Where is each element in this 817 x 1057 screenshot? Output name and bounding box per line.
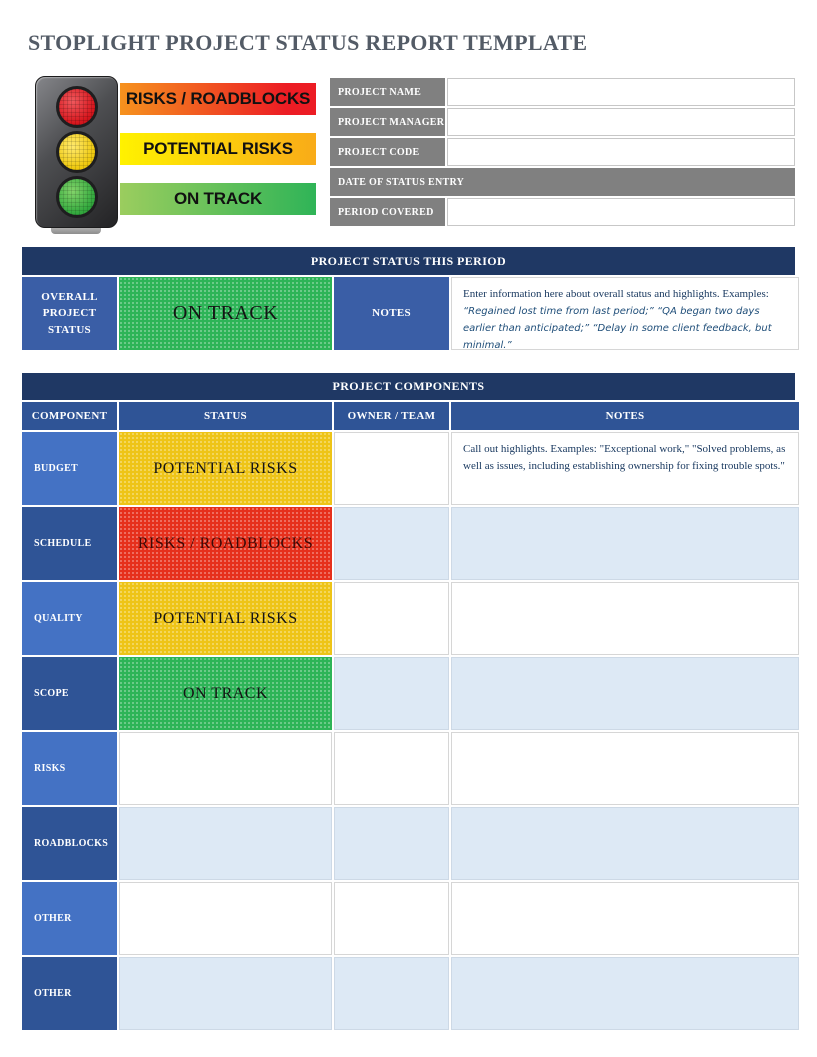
traffic-light-body	[35, 76, 118, 228]
notes-cell-risks[interactable]	[451, 732, 799, 805]
status-cell-other-2[interactable]	[119, 957, 332, 1030]
table-row-schedule	[22, 507, 795, 580]
legend-risks-label: RISKS / ROADBLOCKS	[125, 89, 311, 108]
project-code-label: PROJECT CODE	[330, 138, 445, 166]
status-cell-scope[interactable]: ON TRACK	[119, 657, 332, 730]
overall-notes-cell[interactable]	[451, 277, 799, 350]
period-covered-field[interactable]	[447, 198, 795, 226]
component-label-roadblocks: ROADBLOCKS	[22, 807, 117, 880]
component-label-other-2: OTHER	[22, 957, 117, 1030]
project-manager-field[interactable]	[447, 108, 795, 136]
component-label-scope: SCOPE	[22, 657, 117, 730]
project-code-field[interactable]	[447, 138, 795, 166]
project-name-label: PROJECT NAME	[330, 78, 445, 106]
owner-cell-schedule[interactable]	[334, 507, 449, 580]
owner-cell-quality[interactable]	[334, 582, 449, 655]
component-label-other-1: OTHER	[22, 882, 117, 955]
legend-ontrack-label: ON TRACK	[173, 189, 263, 208]
table-row-scope	[22, 657, 795, 730]
notes-cell-other-1[interactable]	[451, 882, 799, 955]
form-row	[330, 138, 795, 166]
overall-project-status-label: OVERALL PROJECT STATUS	[22, 277, 117, 350]
column-header-notes: NOTES	[451, 402, 799, 430]
notes-cell-budget[interactable]: Call out highlights. Examples: "Exceptional work," "Solved problems, as well as issues, including establishing ownership for fixing trouble spots."	[451, 432, 799, 505]
column-header-status: STATUS	[119, 402, 332, 430]
components-header-row	[22, 402, 795, 430]
owner-cell-roadblocks[interactable]	[334, 807, 449, 880]
owner-cell-risks[interactable]	[334, 732, 449, 805]
component-label-budget: BUDGET	[22, 432, 117, 505]
legend-on-track	[120, 183, 316, 215]
form-row	[330, 168, 795, 196]
status-cell-risks[interactable]	[119, 732, 332, 805]
project-components-section	[22, 373, 795, 1030]
owner-cell-other-1[interactable]	[334, 882, 449, 955]
date-of-status-entry-label[interactable]: DATE OF STATUS ENTRY	[330, 168, 795, 196]
notes-cell-schedule[interactable]	[451, 507, 799, 580]
notes-cell-scope[interactable]	[451, 657, 799, 730]
table-row-budget	[22, 432, 795, 505]
status-cell-quality[interactable]: POTENTIAL RISKS	[119, 582, 332, 655]
component-label-risks: RISKS	[22, 732, 117, 805]
column-header-owner-team: OWNER / TEAM	[334, 402, 449, 430]
overall-status-row	[22, 277, 795, 350]
green-light-icon	[56, 176, 98, 218]
project-info-form	[330, 78, 795, 228]
status-legend	[120, 83, 316, 233]
table-row-quality	[22, 582, 795, 655]
notes-cell-other-2[interactable]	[451, 957, 799, 1030]
legend-potential-label: POTENTIAL RISKS	[143, 139, 293, 158]
top-section	[22, 76, 795, 234]
period-covered-label: PERIOD COVERED	[330, 198, 445, 226]
status-section-header: PROJECT STATUS THIS PERIOD	[22, 247, 795, 275]
owner-cell-budget[interactable]	[334, 432, 449, 505]
status-cell-other-1[interactable]	[119, 882, 332, 955]
overall-notes-intro: Enter information here about overall status and highlights. Examples:	[463, 288, 769, 300]
table-row-other-1	[22, 882, 795, 955]
components-section-header: PROJECT COMPONENTS	[22, 373, 795, 400]
red-light-icon	[56, 86, 98, 128]
legend-risks-roadblocks	[120, 83, 316, 115]
overall-notes-examples: “Regained lost time from last period;” “QA began two days earlier than anticipated;” “Delay in some client feedback, but minimal.”	[463, 306, 772, 352]
overall-status-value[interactable]: ON TRACK	[119, 277, 332, 350]
traffic-light-icon	[35, 76, 118, 234]
component-label-schedule: SCHEDULE	[22, 507, 117, 580]
status-cell-roadblocks[interactable]	[119, 807, 332, 880]
component-label-quality: QUALITY	[22, 582, 117, 655]
form-row	[330, 108, 795, 136]
page-title: STOPLIGHT PROJECT STATUS REPORT TEMPLATE	[28, 30, 588, 55]
project-name-field[interactable]	[447, 78, 795, 106]
owner-cell-other-2[interactable]	[334, 957, 449, 1030]
overall-notes-label: NOTES	[334, 277, 449, 350]
project-manager-label: PROJECT MANAGER	[330, 108, 445, 136]
table-row-other-2	[22, 957, 795, 1030]
status-cell-schedule[interactable]: RISKS / ROADBLOCKS	[119, 507, 332, 580]
form-row	[330, 198, 795, 226]
yellow-light-icon	[56, 131, 98, 173]
column-header-component: COMPONENT	[22, 402, 117, 430]
legend-potential-risks	[120, 133, 316, 165]
status-cell-budget[interactable]: POTENTIAL RISKS	[119, 432, 332, 505]
table-row-roadblocks	[22, 807, 795, 880]
table-row-risks	[22, 732, 795, 805]
notes-cell-roadblocks[interactable]	[451, 807, 799, 880]
notes-cell-quality[interactable]	[451, 582, 799, 655]
form-row	[330, 78, 795, 106]
owner-cell-scope[interactable]	[334, 657, 449, 730]
